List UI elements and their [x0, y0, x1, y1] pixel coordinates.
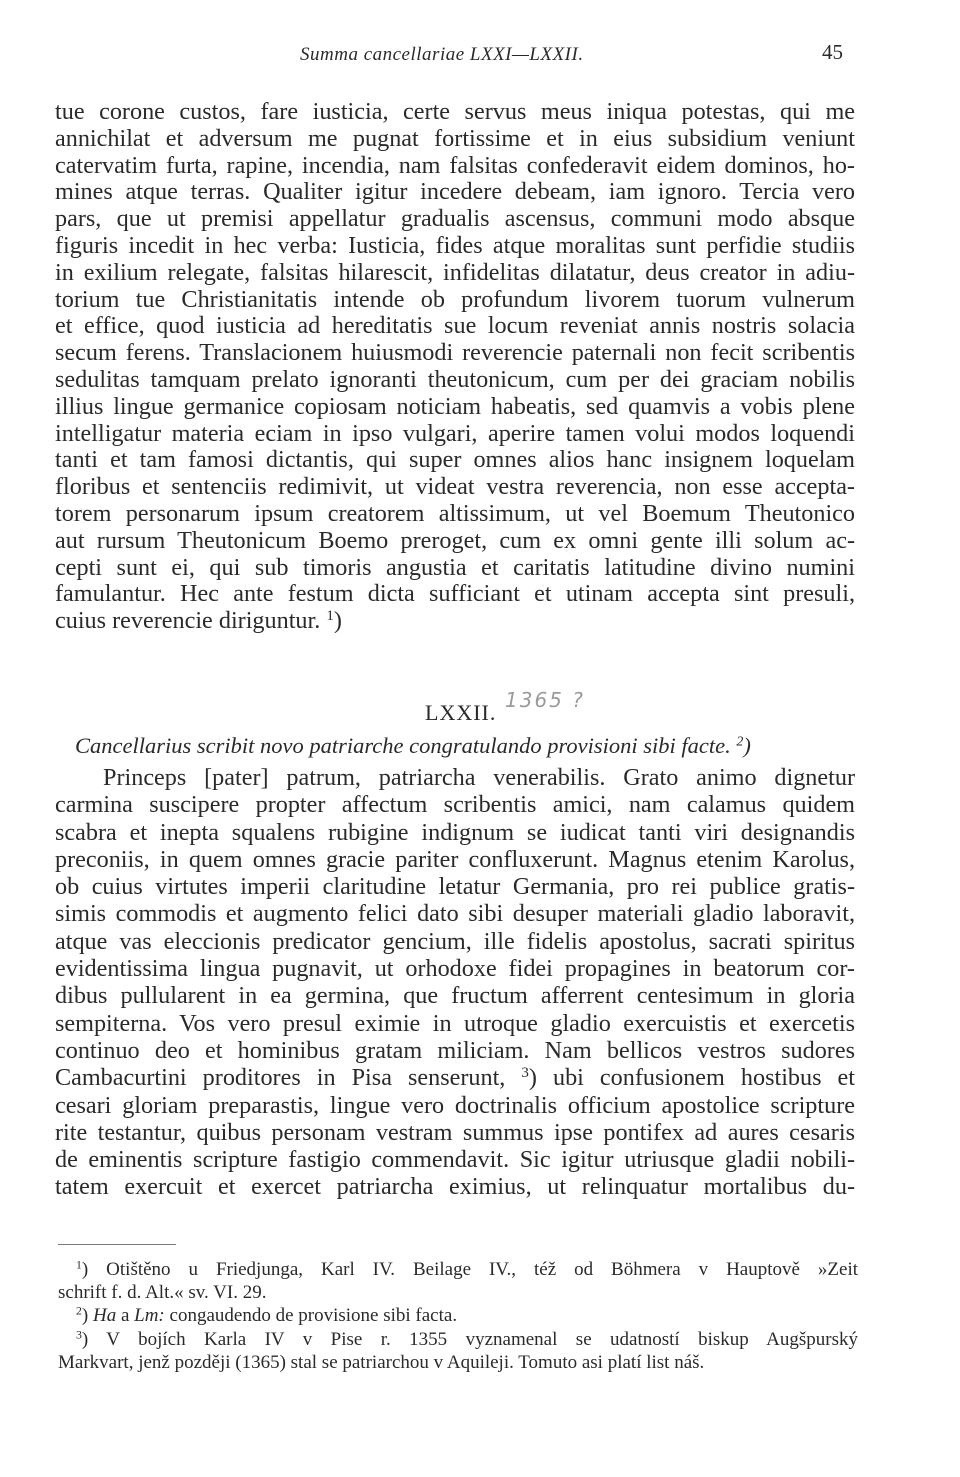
text-line: secum ferens. Translacionem huiusmodi reverencie paternali non fecit scribentis: [55, 339, 855, 367]
text-line: pars, que ut premisi appellatur gradualis ascensus, communi modo absque: [55, 205, 855, 233]
body-text-lxxii: [55, 764, 855, 1201]
text-line: figuris incedit in hec verba: Iusticia, fides atque moralitas sunt perfidie studiis: [55, 231, 855, 259]
footnote-ref: 3: [521, 1065, 529, 1082]
text-line: preconiis, in quem omnes gracie pariter confluxerunt. Magnus etenim Karolus,: [55, 845, 855, 873]
text-line: famulantur. Hec ante festum dicta sufficiant et utinam accepta sint presuli,: [55, 580, 855, 608]
text-line: tatem exercuit et exercet patriarcha eximius, ut relinquatur mortalibus du-: [55, 1173, 855, 1201]
section-number: LXXII.: [425, 700, 497, 725]
text-line-tail: ubi confusionem hostibus et: [552, 1064, 856, 1092]
text-line: atque vas eleccionis predicator gencium, ille fidelis apostolus, sacrati spiritus: [55, 927, 855, 955]
footnote-1: $^1$) Otištěno u Friedjunga, Karl IV. Beilage IV., též od Böhmera v Hauptově »Zeit: [76, 1258, 858, 1280]
text-line: floribus et sentenciis redimivit, ut videat vestra reverencia, non esse accepta-: [55, 473, 855, 501]
text-line: cepti sunt ei, qui sub timoris angustia et caritatis latitudine divino numini: [55, 553, 855, 581]
text-line: catervatim furta, rapine, incendia, nam falsitas confederavit eidem dominos, ho-: [55, 151, 855, 179]
handwritten-date-note: 1365 ?: [505, 688, 585, 712]
footnote-text: V bojích Karla IV v Pise r. 1355 vyznamenal se udatností biskup Augšpurský: [106, 1328, 858, 1350]
footnote-3: $^3$) V bojích Karla IV v Pise r. 1355 vyznamenal se udatností biskup Augšpurský: [76, 1328, 858, 1350]
footnote-text: Otištěno u Friedjunga, Karl IV. Beilage IV., též od Böhmera v Hauptově »Zeit: [106, 1259, 858, 1280]
text-line: rite testantur, quibus personam vestram summus ipse pontifex ad aures cesaris: [55, 1118, 855, 1146]
running-head: [0, 40, 960, 70]
text-line-content: cuius reverencie diriguntur.: [55, 607, 321, 635]
text-line: dibus pullularent in ea germina, que fructum afferrent centesimum in gloria: [55, 982, 855, 1010]
text-line: illius lingue germanice copiosam noticiam habeatis, sed quamvis a vobis plene: [55, 392, 855, 420]
text-line: tanti et tam famosi dictantis, qui super omnes alios hanc insignem loquelam: [55, 446, 855, 474]
text-line: intelligatur materia eciam in ipso vulgari, aperire tamen volui modos loquendi: [55, 419, 855, 447]
text-line: aut rursum Theutonicum Boemo preroget, cum ex omni gente illi solum ac-: [55, 526, 855, 554]
page-number: 45: [822, 40, 843, 64]
text-line: sempiterna. Vos vero presul eximie in utroque gladio exercuistis et exercetis: [55, 1009, 855, 1037]
text-line: ob cuius virtutes imperii claritudine letatur Germania, pro rei publice gratis-: [55, 873, 855, 901]
footnote-text: a: [120, 1305, 130, 1327]
letter-heading-text: Cancellarius scribit novo patriarche congratulando provisioni sibi facte.: [75, 733, 731, 758]
text-line: de eminentis scripture fastigio commendavit. Sic igitur utriusque gladii nobili-: [55, 1146, 855, 1174]
text-line: torem personarum ipsum creatorem altissimum, ut vel Boemum Theutonico: [55, 499, 855, 527]
text-line: et effice, quod iusticia ad hereditatis sue locum reveniat annis nostris solacia: [55, 312, 855, 340]
text-line: Cambacurtini proditores in Pisa senserunt, $^3$) ubi confusionem hostibus et: [55, 1064, 856, 1092]
letter-heading: Cancellarius scribit novo patriarche congratulando provisioni sibi facte. $^2$): [75, 733, 751, 758]
running-title: Summa cancellariae LXXI—LXXII.: [300, 44, 584, 65]
footnote-2: $^2$) Ha a Lm: congaudendo de provisione sibi facta.: [76, 1304, 458, 1327]
text-line: torium tue Christianitatis intende ob profundum livorem tuorum vulnerum: [55, 285, 855, 313]
text-line: in exilium relegate, falsitas hilarescit, infidelitas dilatatur, deus creator in adiu-: [55, 258, 855, 286]
text-line: cesari gloriam preparastis, lingue vero doctrinalis officium apostolice scripture: [55, 1091, 855, 1119]
source-siglum: Ha: [92, 1305, 117, 1327]
text-line: evidentissima lingua pugnavit, ut orhodoxe fidei propagines in beatorum cor-: [55, 955, 855, 983]
text-line-content: Cambacurtini proditores in Pisa senserunt,: [55, 1064, 506, 1092]
text-line: simis commodis et augmento felici dato sibi desuper materiali gladio laboravit,: [55, 900, 855, 928]
text-line: Princeps [pater] patrum, patriarcha venerabilis. Grato animo dignetur: [103, 764, 855, 791]
footnote-divider: [58, 1244, 176, 1245]
footnote-3-continued: Markvart, jenž později (1365) stal se patriarchou v Aquileji. Tomuto asi platí list náš.: [58, 1351, 705, 1373]
footnote-text: congaudendo de provisione sibi facta.: [169, 1305, 458, 1327]
text-line: cuius reverencie diriguntur. $^1$): [55, 607, 342, 635]
text-line: annichilat et adversum me pugnat fortissime et in eius subsidium veniunt: [55, 124, 855, 152]
text-line: sedulitas tamquam prelato ignoranti theutonicum, cum per dei graciam nobilis: [55, 365, 855, 393]
footnote-mark: 2: [76, 1304, 82, 1318]
footnote-mark: 1: [76, 1258, 82, 1272]
text-line: continuo deo et hominibus gratam miliciam. Nam bellicos vestros sudores: [55, 1036, 855, 1064]
footnote-1-continued: schrift f. d. Alt.« sv. VI. 29.: [58, 1282, 267, 1304]
text-line: tue corone custos, fare iusticia, certe servus meus iniqua potestas, qui me: [55, 98, 855, 125]
source-siglum: Lm:: [134, 1305, 165, 1327]
footnotes: [58, 1258, 858, 1374]
footnote-mark: 3: [76, 1328, 82, 1342]
text-line: mines atque terras. Qualiter igitur incedere debeam, iam ignoro. Tercia vero: [55, 178, 855, 206]
footnote-ref: 1: [326, 607, 334, 624]
footnote-ref: 2: [736, 734, 744, 750]
text-line: scabra et inepta squalens rubigine indignum se iudicat tanti viri designandis: [55, 818, 855, 846]
body-text-lxxi: [55, 99, 855, 635]
text-line: carmina suscipere propter affectum scribentis amici, nam calamus quidem: [55, 791, 855, 819]
